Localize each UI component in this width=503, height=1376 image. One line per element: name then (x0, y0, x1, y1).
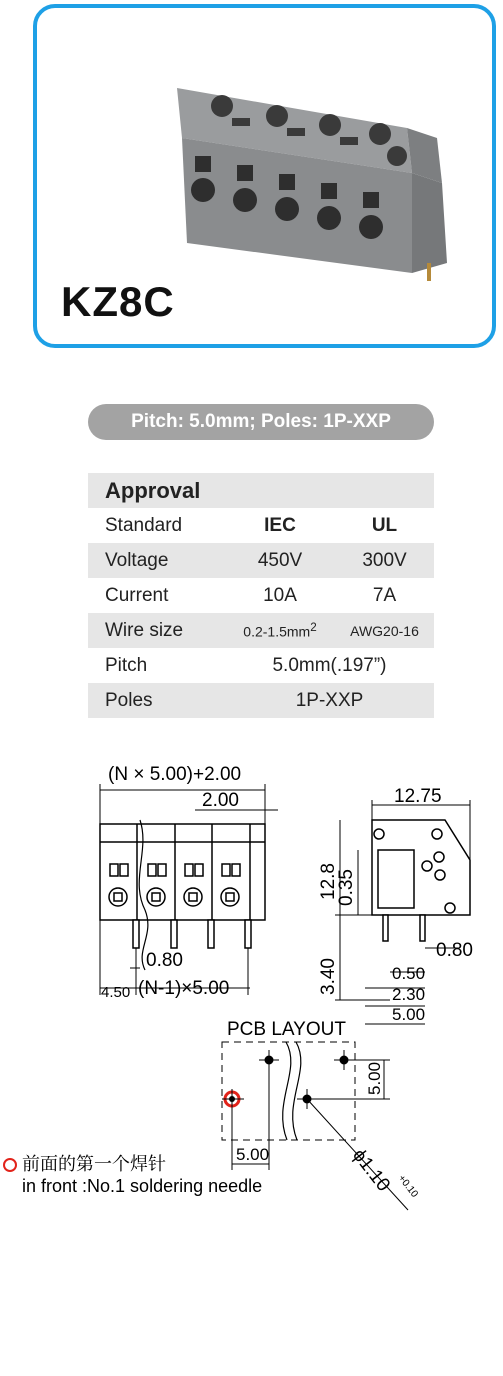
side-view (372, 820, 470, 941)
note-english: in front :No.1 soldering needle (22, 1176, 263, 1196)
approval-table (88, 473, 434, 718)
wire-size-iec: 0.2-1.5mm (243, 623, 311, 640)
dim-340: 3.40 (318, 958, 339, 995)
side-labels (318, 786, 473, 1024)
dim-230: 2.30 (392, 985, 426, 1004)
table-row (88, 508, 434, 543)
product-title: KZ8C (61, 278, 175, 325)
dim-035: 0.35 (336, 869, 357, 906)
front-view (100, 820, 265, 970)
dim-pitch: (N-1)×5.00 (138, 978, 230, 999)
ul-header: UL (371, 514, 398, 536)
row-label: Standard (105, 514, 183, 536)
hole-tolerance: +0.10 (395, 1173, 420, 1200)
approval-heading: Approval (88, 473, 434, 508)
ul-value: 7A (372, 584, 397, 606)
iec-header: IEC (264, 514, 296, 536)
pitch-value: 5.0mm(.197”) (272, 654, 387, 676)
front-labels (101, 764, 241, 1001)
poles-value: 1P-XXP (225, 683, 434, 718)
iec-value: 450V (225, 543, 335, 578)
dim-080-side: 0.80 (436, 940, 473, 961)
table-row (88, 578, 434, 613)
row-label: Pitch (105, 654, 148, 676)
terminal-block-image (137, 48, 467, 288)
table-row (88, 648, 434, 683)
wire-size-sup: 2 (310, 621, 317, 635)
note-chinese: 前面的第一个焊针 (22, 1154, 166, 1175)
pcb-title: PCB LAYOUT (227, 1019, 346, 1040)
row-label: Poles (88, 683, 225, 718)
row-label: Voltage (88, 543, 225, 578)
product-card (33, 4, 496, 348)
row-label: Current (105, 584, 169, 606)
first-pin-marker (222, 1089, 244, 1109)
dim-200: 2.00 (202, 790, 239, 811)
dim-overall: (N × 5.00)+2.00 (108, 764, 242, 785)
spec-banner: Pitch: 5.0mm; Poles: 1P-XXP (88, 404, 434, 440)
table-row (88, 613, 434, 648)
iec-value: 10A (263, 584, 297, 606)
pcb-dim-500-h: 5.00 (236, 1145, 270, 1164)
iec-value (225, 613, 335, 648)
pin-note (4, 1154, 262, 1196)
hole-diameter: ϕ1.10 (348, 1145, 394, 1196)
dim-450: 4.50 (101, 984, 131, 1001)
pcb-labels (236, 1062, 420, 1200)
dim-500-side: 5.00 (392, 1005, 426, 1024)
dim-050: 0.50 (392, 964, 426, 983)
pcb-title-group (227, 1019, 346, 1040)
ul-value: AWG20-16 (335, 613, 434, 648)
dimension-drawing (0, 750, 503, 1270)
ul-value: 300V (335, 543, 434, 578)
dim-1275: 12.75 (394, 786, 442, 807)
table-row (88, 683, 434, 718)
pcb-dim-500-v: 5.00 (365, 1061, 384, 1095)
dim-080-front: 0.80 (146, 950, 183, 971)
approval-header-row (88, 473, 434, 508)
dim-128: 12.8 (318, 863, 339, 900)
row-label: Wire size (88, 613, 225, 648)
table-row (88, 543, 434, 578)
